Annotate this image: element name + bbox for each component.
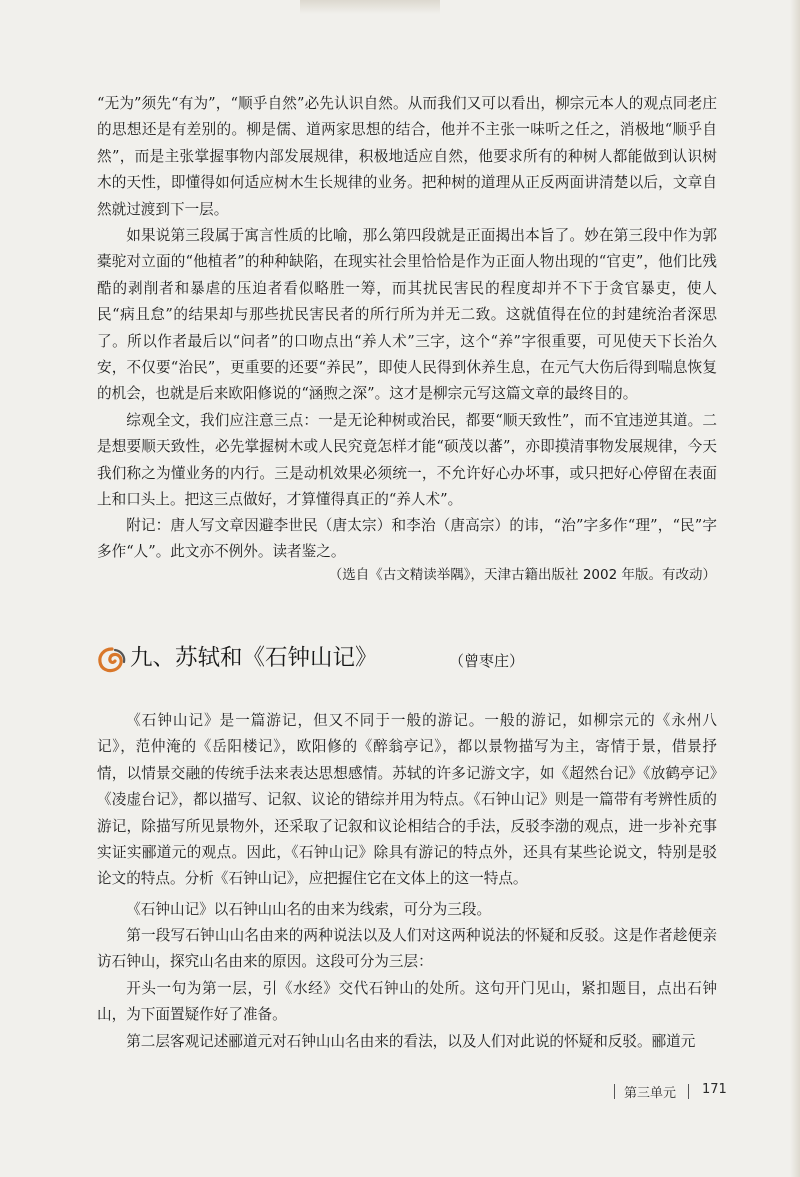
unit-label: 第三单元 xyxy=(624,1086,677,1101)
section-title: 九、苏轼和《石钟山记》 xyxy=(130,645,378,671)
scan-smudge xyxy=(300,0,440,14)
footer-divider-right xyxy=(688,1084,689,1099)
swirl-icon xyxy=(97,646,127,674)
page-footer xyxy=(614,1081,734,1103)
section-paragraph-2: 《石钟山记》以石钟山山名的由来为线索，可分为三段。 xyxy=(126,901,492,918)
paragraph-1: “无为”须先“有为”，“顺乎自然”必先认识自然。从而我们又可以看出，柳宗元本人的观点同老庄的思想还是有差别的。柳是儒、道两家思想的结合，他并不主张一味听之任之，消极地“顺乎自然”，而是主张掌握事物内部发展规律，积极地适应自然，他要求所有的种树人都能做到认识树木的天性，即懂得如何适应树木生长规律的业务。把种树的道理从正反两面讲清楚以后，文章自然就过渡到下一层。 xyxy=(97,95,717,218)
source-citation: （选自《古文精读举隅》，天津古籍出版社 2002 年版。有改动） xyxy=(328,567,716,583)
section-paragraph-4: 开头一句为第一层，引《水经》交代石钟山的处所。这句开门见山，紧扣题目，点出石钟山，为下面置疑作好了准备。 xyxy=(97,980,717,1024)
paragraph-2: 如果说第三段属于寓言性质的比喻，那么第四段就是正面揭出本旨了。妙在第三段中作为郭橐驼对立面的“他植者”的种种缺陷，在现实社会里恰恰是作为正面人物出现的“官吏”，他们比残酷的剥削者和暴虐的压迫者看似略胜一筹，而其扰民害民的程度却并不下于贪官暴吏，使人民“病且怠”的结果却与那些扰民害民者的所行所为并无二致。这就值得在位的封建统治者深思了。所以作者最后以“问者”的口吻点出“养人术”三字，这个“养”字很重要，可见使天下长治久安，不仅要“治民”，更重要的还要“养民”，即使人民得到休养生息，在元气大伤后得到喘息恢复的机会，也就是后来欧阳修说的“涵煦之深”。这才是柳宗元写这篇文章的最终目的。 xyxy=(97,227,717,403)
page-edge-shadow xyxy=(790,0,800,1177)
page-number: 171 xyxy=(702,1082,727,1097)
section-paragraph-5: 第二层客观记述郦道元对石钟山山名由来的看法，以及人们对此说的怀疑和反驳。郦道元 xyxy=(126,1033,696,1050)
paragraph-3: 综观全文，我们应注意三点：一是无论种树或治民，都要“顺天致性”，而不宜违逆其道。二是想要顺天致性，必先掌握树木或人民究竟怎样才能“硕茂以蕃”，亦即摸清事物发展规律，今天我们称之为懂业务的内行。三是动机效果必须统一，不允许好心办坏事，或只把好心停留在表面上和口头上。把这三点做好，才算懂得真正的“养人术”。 xyxy=(97,412,717,509)
paragraph-appendix: 附记：唐人写文章因避李世民（唐太宗）和李治（唐高宗）的讳，“治”字多作“理”，“民”字多作“人”。此文亦不例外。读者鉴之。 xyxy=(97,517,717,561)
section-paragraph-3: 第一段写石钟山山名由来的两种说法以及人们对这两种说法的怀疑和反驳。这是作者趁便亲访石钟山，探究山名由来的原因。这段可分为三层： xyxy=(97,927,717,971)
section-author: （曾枣庄） xyxy=(449,652,525,670)
section-paragraph-1: 《石钟山记》是一篇游记，但又不同于一般的游记。一般的游记，如柳宗元的《永州八记》，范仲淹的《岳阳楼记》，欧阳修的《醉翁亭记》，都以景物描写为主，寄情于景，借景抒情，以情景交融的传统手法来表达思想感情。苏轼的许多记游文字，如《超然台记》《放鹤亭记》《凌虚台记》，都以描写、记叙、议论的错综并用为特点。《石钟山记》则是一篇带有考辨性质的游记，除描写所见景物外，还采取了记叙和议论相结合的手法，反驳李渤的观点，进一步补充事实证实郦道元的观点。因此，《石钟山记》除具有游记的特点外，还具有某些论说文，特别是驳论文的特点。分析《石钟山记》，应把握住它在文体上的这一特点。 xyxy=(97,712,717,888)
footer-divider-left xyxy=(614,1084,615,1099)
